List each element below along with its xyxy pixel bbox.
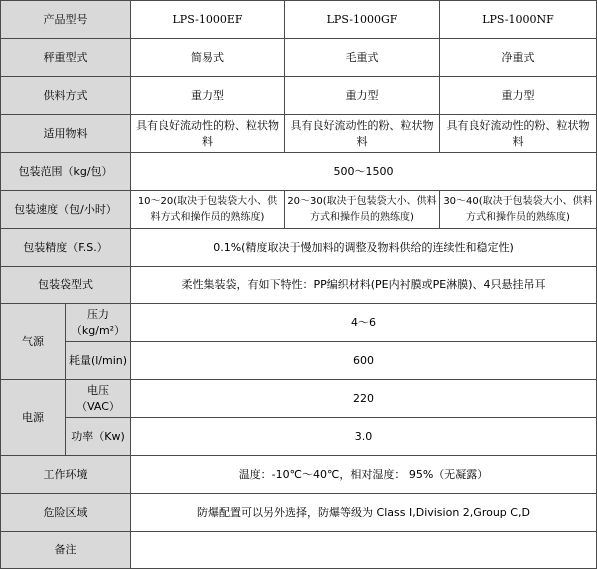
row-air-pressure — [1, 304, 597, 342]
model-ef: LPS-1000EF — [131, 1, 285, 39]
power-rating-value: 3.0 — [131, 418, 597, 456]
speed-nf: 30～40(取决于包装袋大小、供料方式和操作员的熟练度) — [440, 191, 597, 229]
remarks-label: 备注 — [1, 532, 131, 569]
bag-label: 包装袋型式 — [1, 267, 131, 304]
row-air-consumption — [1, 342, 597, 380]
row-model — [1, 1, 597, 39]
row-material — [1, 115, 597, 153]
row-bag — [1, 267, 597, 304]
air-consumption-label: 耗量(l/min) — [66, 342, 131, 380]
material-gf: 具有良好流动性的粉、粒状物料 — [285, 115, 440, 153]
air-label: 气源 — [1, 304, 66, 380]
row-weighing — [1, 39, 597, 77]
speed-label: 包装速度（包/小时） — [1, 191, 131, 229]
air-pressure-label: 压力（kg/m²） — [66, 304, 131, 342]
feeding-nf: 重力型 — [440, 77, 597, 115]
weighing-ef: 简易式 — [131, 39, 285, 77]
accuracy-value: 0.1%(精度取决于慢加料的调整及物料供给的连续性和稳定性) — [131, 229, 597, 267]
model-label: 产品型号 — [1, 1, 131, 39]
row-environment — [1, 456, 597, 494]
feeding-gf: 重力型 — [285, 77, 440, 115]
environment-value: 温度：-10℃～40℃，相对湿度： 95%（无凝露） — [131, 456, 597, 494]
speed-ef: 10～20(取决于包装袋大小、供料方式和操作员的熟练度) — [131, 191, 285, 229]
material-ef: 具有良好流动性的粉、粒状物料 — [131, 115, 285, 153]
row-accuracy — [1, 229, 597, 267]
air-consumption-value: 600 — [131, 342, 597, 380]
row-power-voltage — [1, 380, 597, 418]
hazard-value: 防爆配置可以另外选择，防爆等级为 Class Ⅰ,Division 2,Group C,D — [131, 494, 597, 532]
material-nf: 具有良好流动性的粉、粒状物料 — [440, 115, 597, 153]
air-pressure-value: 4～6 — [131, 304, 597, 342]
hazard-label: 危险区域 — [1, 494, 131, 532]
row-range — [1, 153, 597, 191]
range-label: 包装范围（kg/包） — [1, 153, 131, 191]
remarks-value — [131, 532, 597, 569]
row-remarks — [1, 532, 597, 569]
material-label: 适用物料 — [1, 115, 131, 153]
voltage-value: 220 — [131, 380, 597, 418]
weighing-nf: 净重式 — [440, 39, 597, 77]
model-gf: LPS-1000GF — [285, 1, 440, 39]
row-hazard — [1, 494, 597, 532]
speed-gf: 20～30(取决于包装袋大小、供料方式和操作员的熟练度) — [285, 191, 440, 229]
row-feeding — [1, 77, 597, 115]
range-value: 500～1500 — [131, 153, 597, 191]
feeding-label: 供料方式 — [1, 77, 131, 115]
weighing-gf: 毛重式 — [285, 39, 440, 77]
feeding-ef: 重力型 — [131, 77, 285, 115]
power-rating-label: 功率（Kw) — [66, 418, 131, 456]
row-speed — [1, 191, 597, 229]
environment-label: 工作环境 — [1, 456, 131, 494]
model-nf: LPS-1000NF — [440, 1, 597, 39]
row-power-power — [1, 418, 597, 456]
weighing-label: 秤重型式 — [1, 39, 131, 77]
power-label: 电源 — [1, 380, 66, 456]
voltage-label: 电压（VAC） — [66, 380, 131, 418]
accuracy-label: 包装精度（F.S.） — [1, 229, 131, 267]
bag-value: 柔性集装袋，有如下特性：PP编织材料(PE内衬膜或PE淋膜)、4只悬挂吊耳 — [131, 267, 597, 304]
